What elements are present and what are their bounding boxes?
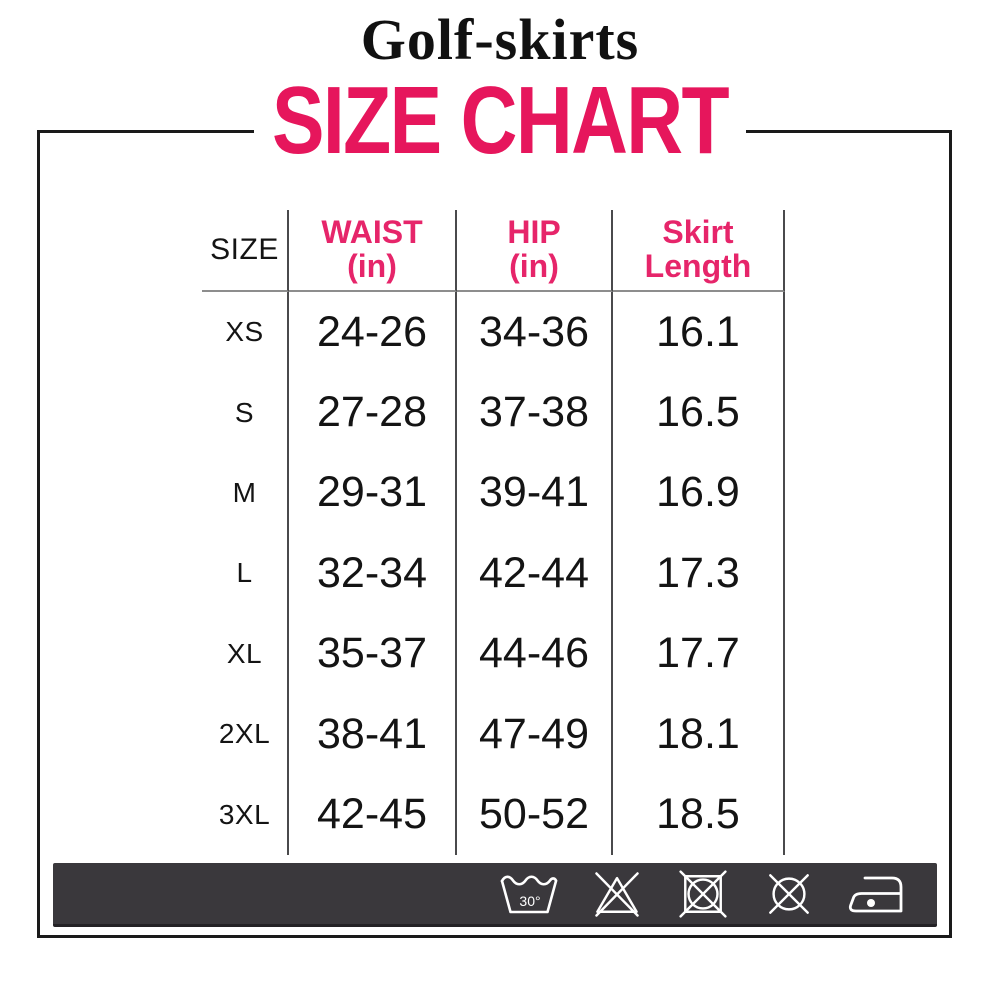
length-value: 16.1 (656, 307, 740, 356)
row-3xl-waist (289, 774, 457, 854)
size-chart-title: SIZE CHART (254, 82, 746, 160)
hip-value: 42-44 (479, 548, 589, 597)
hip-value: 34-36 (479, 307, 589, 356)
row-s-hip (457, 372, 613, 452)
column-header-size (202, 210, 289, 292)
waist-value: 24-26 (317, 307, 427, 356)
row-xs-hip (457, 292, 613, 372)
hip-value: 44-46 (479, 629, 589, 678)
do-not-tumble-dry-icon (673, 866, 733, 922)
size-chart-title-wrap (0, 67, 1000, 174)
row-xl-length (613, 614, 785, 694)
row-s-waist (289, 372, 457, 452)
length-value: 16.5 (656, 388, 740, 437)
column-header-skirt-length (613, 210, 785, 292)
row-2xl-waist (289, 694, 457, 774)
do-not-bleach-icon (587, 866, 647, 922)
row-3xl-length (613, 774, 785, 854)
row-xl-waist (289, 614, 457, 694)
waist-value: 29-31 (317, 468, 427, 517)
row-xs-length (613, 292, 785, 372)
hip-value: 47-49 (479, 709, 589, 758)
hip-value: 37-38 (479, 388, 589, 437)
row-m-waist (289, 453, 457, 533)
size-table (202, 210, 785, 855)
row-m-length (613, 453, 785, 533)
iron-low-heat-icon (845, 868, 909, 920)
row-2xl-hip (457, 694, 613, 774)
wash-temperature-label: 30° (519, 892, 541, 909)
waist-value: 38-41 (317, 709, 427, 758)
size-value: L (236, 557, 253, 589)
column-header-waist-line2: (in) (347, 248, 397, 284)
waist-value: 35-37 (317, 629, 427, 678)
row-2xl-length (613, 694, 785, 774)
length-value: 16.9 (656, 468, 740, 517)
size-value: 2XL (218, 718, 271, 750)
waist-value: 32-34 (317, 548, 427, 597)
row-xl-size (202, 614, 289, 694)
brand-title: Golf-skirts (360, 7, 640, 72)
length-value: 18.5 (656, 790, 740, 839)
row-m-size (202, 453, 289, 533)
row-m-hip (457, 453, 613, 533)
hip-value: 50-52 (479, 790, 589, 839)
column-header-hip-line2: (in) (509, 248, 559, 284)
size-value: XL (226, 637, 263, 669)
row-xl-hip (457, 614, 613, 694)
row-xs-size (202, 292, 289, 372)
row-s-length (613, 372, 785, 452)
waist-value: 42-45 (317, 790, 427, 839)
row-2xl-size (202, 694, 289, 774)
machine-wash-30-icon (497, 868, 561, 920)
column-header-size-label: SIZE (210, 233, 279, 267)
size-value: S (234, 396, 255, 428)
row-l-length (613, 533, 785, 613)
row-s-size (202, 372, 289, 452)
waist-value: 27-28 (317, 388, 427, 437)
column-header-hip-line1: HIP (507, 214, 561, 251)
size-value: XS (225, 316, 264, 348)
column-header-hip (457, 210, 613, 292)
length-value: 17.3 (656, 548, 740, 597)
column-header-waist (289, 210, 457, 292)
length-value: 17.7 (656, 629, 740, 678)
hip-value: 39-41 (479, 468, 589, 517)
column-header-skirt-line2: Length (644, 248, 752, 284)
column-header-skirt-line1: Skirt (662, 214, 734, 251)
row-3xl-size (202, 774, 289, 854)
do-not-dry-clean-icon (759, 866, 819, 922)
row-l-waist (289, 533, 457, 613)
care-instructions-bar (53, 863, 937, 927)
size-value: M (232, 476, 257, 508)
length-value: 18.1 (656, 709, 740, 758)
row-3xl-hip (457, 774, 613, 854)
row-xs-waist (289, 292, 457, 372)
row-l-hip (457, 533, 613, 613)
size-value: 3XL (218, 798, 271, 830)
column-header-waist-line1: WAIST (321, 214, 423, 251)
row-l-size (202, 533, 289, 613)
